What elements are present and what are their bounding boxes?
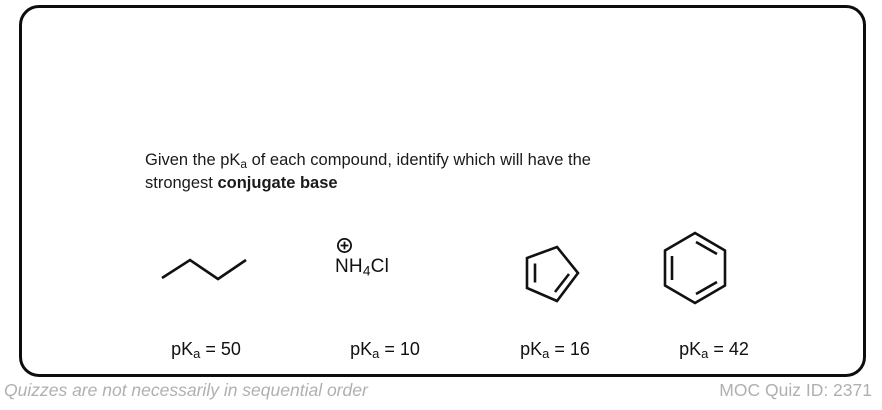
pk-subscript: a [701,346,709,362]
pka-label-ammonium-chloride [325,339,445,360]
pk-value: 10 [399,339,420,359]
pk-value: 16 [569,339,590,359]
question-line2-bold: conjugate base [217,174,338,192]
benzene-structure-icon [661,229,729,307]
pk-value: 50 [220,339,241,359]
formula-subscript: 4 [362,263,371,279]
pk-eq: = [379,339,400,359]
question-line-1 [145,149,745,172]
pk-eq: = [200,339,221,359]
pka-label-butane [146,339,266,360]
pk-pre: pK [520,339,543,359]
pk-subscript: a [542,346,550,362]
question-line2-pre: strongest [145,174,218,192]
compound-benzene[interactable] [661,229,729,307]
compound-cyclopentadiene[interactable] [520,240,584,308]
question-line-2 [145,172,745,195]
pka-label-cyclopentadiene [495,339,615,360]
formula-pre: NH [335,256,363,277]
question-pka-subscript: a [240,156,247,171]
question-line1-pre: Given the pK [145,151,241,169]
compound-butane[interactable] [158,255,252,285]
butane-structure-icon [158,255,250,283]
footer-note: Quizzes are not necessarily in sequential order [4,380,368,400]
pk-subscript: a [193,346,201,362]
pk-pre: pK [350,339,373,359]
pk-pre: pK [171,339,194,359]
cyclopentadiene-structure-icon [520,240,584,308]
pk-subscript: a [372,346,380,362]
question-text [145,149,745,195]
pk-pre: pK [679,339,702,359]
compound-ammonium-chloride[interactable] [335,237,415,283]
quiz-id-label: MOC Quiz ID: 2371 [719,380,872,400]
ammonium-chloride-formula [335,256,389,278]
pka-label-benzene [654,339,774,360]
pk-eq: = [708,339,729,359]
pk-value: 42 [728,339,749,359]
positive-charge-icon [336,237,353,254]
question-line1-post: of each compound, identify which will have the [247,151,591,169]
pk-eq: = [549,339,570,359]
formula-post: Cl [370,256,389,277]
